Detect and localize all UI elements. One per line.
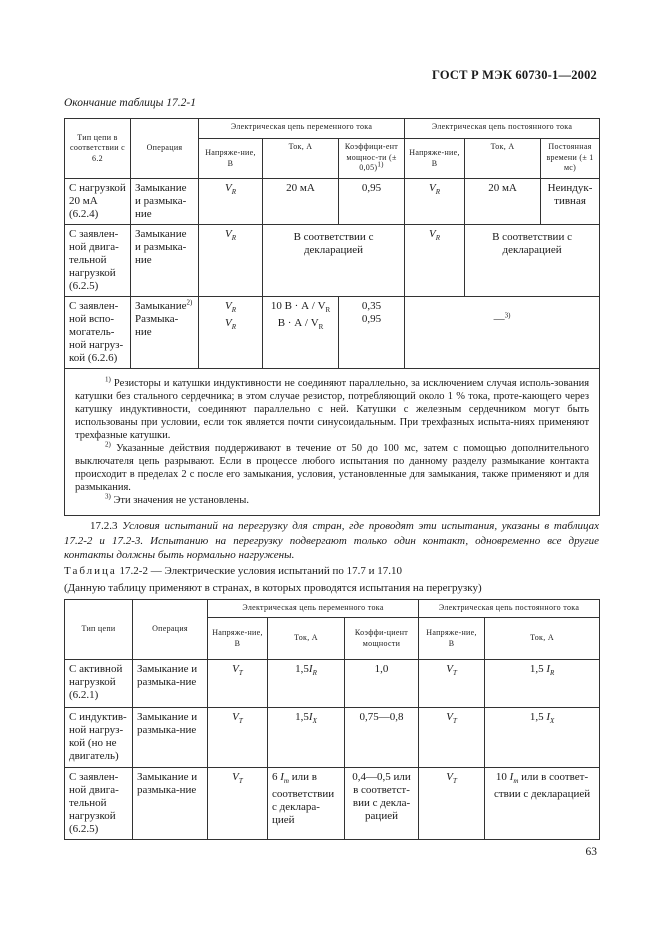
- paragraph-17-2-3: 17.2.3 Условия испытаний на перегрузку для стран, где проводят эти испытания, указаны в таблицах 17.2-2 и 17.2-3. Испытанию на перегрузку подвергают только один контакт, одновременно все другие контакты должны быть нормально нагружены.: [64, 520, 600, 561]
- col-header-operation: Операция: [131, 119, 199, 179]
- page-number: 63: [585, 846, 597, 858]
- footnote-3: $^{3)}$ Эти значения не установлены.: [105, 492, 249, 506]
- table-row: [65, 179, 600, 225]
- cell-current: $1,5I_R$: [268, 660, 345, 708]
- document-header: ГОСТ Р МЭК 60730-1—2002: [432, 68, 597, 82]
- col-header-dc-circuit: Электрическая цепь постоянного тока: [419, 600, 600, 618]
- col-header-ac-current: Ток, А: [263, 139, 339, 179]
- table-row: [65, 768, 600, 840]
- cell-circuit-type: С активной нагрузкой (6.2.1): [65, 660, 133, 708]
- cell-operation: Замыкание и размыка-ние: [133, 660, 208, 708]
- table-17-2-2: [64, 599, 600, 840]
- cell-power-factor: 1,0: [345, 660, 419, 708]
- table-17-2-1: [64, 118, 600, 516]
- cell-power-factor: 0,4—0,5 или в соответст-вии с декла-рацией: [345, 768, 419, 840]
- cell-dc-voltage: $V_T$: [419, 708, 485, 768]
- cell-voltage: $V_R$: [199, 179, 263, 225]
- cell-voltage: $V_T$: [208, 660, 268, 708]
- cell-operation: Замыкание и размыка-ние: [133, 768, 208, 840]
- cell-current: 10 $В \cdot А / V_R$ $В \cdot А / V_R$: [263, 297, 339, 369]
- cell-voltage: $V_R$: [199, 225, 263, 297]
- col-header-dc-current: Ток, А: [485, 618, 600, 660]
- cell-operation: Замыкание и размыка-ние: [131, 225, 199, 297]
- col-header-ac-circuit: Электрическая цепь переменного тока: [208, 600, 419, 618]
- cell-voltage: $V_T$: [208, 768, 268, 840]
- table-17-2-2-note: (Данную таблицу применяют в странах, в которых проводятся испытания на перегрузку): [64, 582, 482, 594]
- table-row: [65, 297, 600, 369]
- col-header-dc-current: Ток, А: [465, 139, 541, 179]
- cell-voltage: $V_T$: [208, 708, 268, 768]
- cell-current: 20 мА: [263, 179, 339, 225]
- footnote-1: $^{1)}$ Резисторы и катушки индуктивности не соединяют параллельно, за исключением случая исполь-зования катушки без стального сердечника; в этом случае резистор, потребляющий около 1 % тока, проте-кающего через катушку индуктивности, соединяют параллельно с ней. Катушки с железным сердечником могут быть использованы при условии, если ток является почти синусоидальным. При трехфазных испыта-ниях применяют трехфазные катушки.: [75, 375, 590, 441]
- col-header-power-factor: Коэффи-циент мощности: [345, 618, 419, 660]
- col-header-dc-voltage: Напряже-ние, В: [419, 618, 485, 660]
- cell-circuit-type: С заявлен-ной вспо-могатель-ной нагруз-кой (6.2.6): [65, 297, 131, 369]
- col-header-dc-voltage: Напряже-ние, В: [405, 139, 465, 179]
- cell-operation: Замыкание$^{2)}$ Размыка-ние: [131, 297, 199, 369]
- col-header-power-factor: Коэффици-ент мощнос-ти (± 0,05)1): [339, 139, 405, 179]
- col-header-ac-voltage: Напряже-ние, В: [208, 618, 268, 660]
- cell-circuit-type: С заявлен-ной двига-тельной нагрузкой (6.2.5): [65, 225, 131, 297]
- col-header-ac-voltage: Напряже-ние, В: [199, 139, 263, 179]
- cell-circuit-type: С индуктив-ной нагруз-кой (но не двигатель): [65, 708, 133, 768]
- table-footnotes: [65, 369, 600, 516]
- cell-time-constant: Неиндук-тивная: [541, 179, 600, 225]
- table-17-2-2-caption: Таблица 17.2-2 — Электрические условия испытаний по 17.7 и 17.10: [64, 565, 402, 577]
- cell-dc-current: 1,5 $I_X$: [485, 708, 600, 768]
- col-header-circuit-type: Тип цепи в соответствии с 6.2: [65, 119, 131, 179]
- cell-dc-voltage: $V_R$: [405, 179, 465, 225]
- cell-current: $1,5I_X$: [268, 708, 345, 768]
- footnote-2: $^{2)}$ Указанные действия поддерживают в течение от 50 до 100 мс, затем с помощью дополнительного выключателя цепь разрывают. Если в процессе любого испытания по данному разделу размыкание контакта происходит в пределах 2 с после его замыкания, условия, установленные для замыкания, также применяют и для размыкания.: [75, 440, 590, 493]
- cell-dc-current: 10 $I_m$ или в соответ-ствии с декларацией: [485, 768, 600, 840]
- footnotes-row: [65, 369, 600, 516]
- cell-dc-current: 1,5 $I_R$: [485, 660, 600, 708]
- cell-dc-current: 20 мА: [465, 179, 541, 225]
- cell-power-factor: 0,75—0,8: [345, 708, 419, 768]
- cell-power-factor: 0,35 0,95: [339, 297, 405, 369]
- col-header-operation: Операция: [133, 600, 208, 660]
- table-continuation-label: Окончание таблицы 17.2-1: [64, 97, 196, 109]
- col-header-circuit-type: Тип цепи: [65, 600, 133, 660]
- cell-operation: Замыкание и размыка-ние: [133, 708, 208, 768]
- cell-circuit-type: С заявлен-ной двига-тельной нагрузкой (6.2.5): [65, 768, 133, 840]
- cell-dc-merged: В соответствии с декларацией: [465, 225, 600, 297]
- cell-voltage: $V_R$ $V_R$: [199, 297, 263, 369]
- cell-dc-voltage: $V_R$: [405, 225, 465, 297]
- table-row: [65, 225, 600, 297]
- cell-dc-voltage: $V_T$: [419, 768, 485, 840]
- col-header-ac-current: Ток, А: [268, 618, 345, 660]
- cell-current: 6 $I_m$ или в соответствии с деклара-цией: [268, 768, 345, 840]
- cell-power-factor: 0,95: [339, 179, 405, 225]
- col-header-time-constant: Постоянная времени (± 1 мс): [541, 139, 600, 179]
- cell-operation: Замыкание и размыка-ние: [131, 179, 199, 225]
- cell-dc-voltage: $V_T$: [419, 660, 485, 708]
- cell-circuit-type: С нагрузкой 20 мА (6.2.4): [65, 179, 131, 225]
- cell-dc-not-set: —$^{3)}$: [405, 297, 600, 369]
- cell-ac-merged: В соответствии с декларацией: [263, 225, 405, 297]
- col-header-ac-circuit: Электрическая цепь переменного тока: [199, 119, 405, 139]
- col-header-dc-circuit: Электрическая цепь постоянного тока: [405, 119, 600, 139]
- table-row: [65, 708, 600, 768]
- table-row: [65, 660, 600, 708]
